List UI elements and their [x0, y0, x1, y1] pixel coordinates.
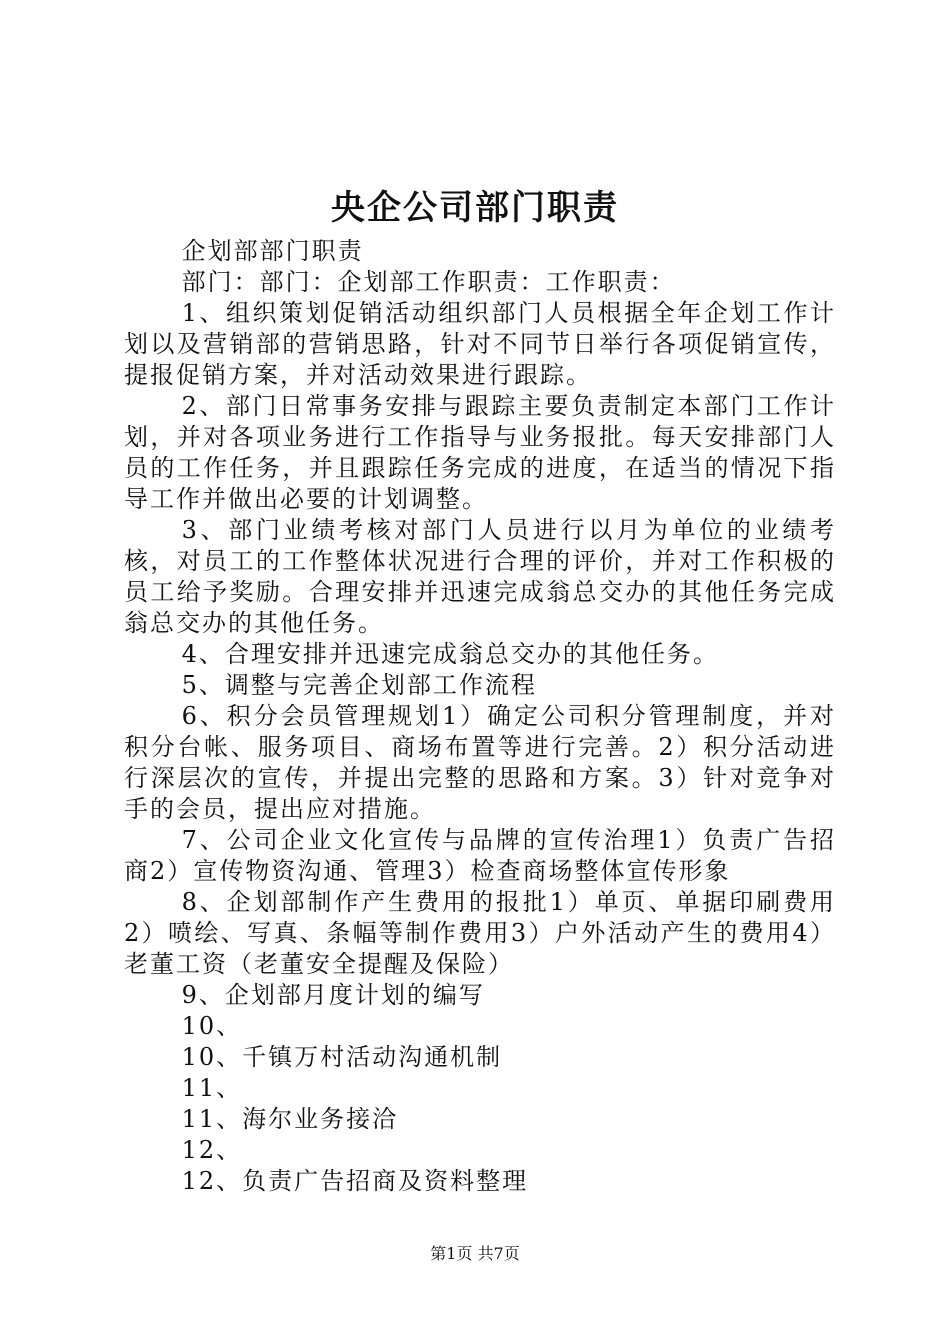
paragraph-item-11-stub: 11、	[181, 1074, 243, 1102]
paragraph-item-12: 12、负责广告招商及资料整理	[181, 1167, 529, 1195]
page-title: 央企公司部门职责	[331, 188, 619, 228]
paragraph-item-12-stub: 12、	[181, 1136, 243, 1164]
paragraph-item-5: 5、调整与完善企划部工作流程	[181, 671, 537, 699]
paragraph-department-line: 部门：部门：企划部工作职责：工作职责：	[181, 268, 676, 296]
paragraph-item-8: 8、企划部制作产生费用的报批1）单页、单据印刷费用2）喷绘、写真、条幅等制作费用3）户外活动产生的费用4）老董工资（老董安全提醒及保险）	[124, 888, 836, 978]
paragraph-item-7: 7、公司企业文化宣传与品牌的宣传治理1）负责广告招商2）宣传物资沟通、管理3）检查商场整体宣传形象	[124, 826, 836, 885]
paragraph-item-3: 3、部门业绩考核对部门人员进行以月为单位的业绩考核，对员工的工作整体状况进行合理的评价，并对工作积极的员工给予奖励。合理安排并迅速完成翁总交办的其他任务完成翁总交办的其他任务。	[124, 516, 836, 637]
paragraph-item-10: 10、千镇万村活动沟通机制	[181, 1043, 503, 1071]
paragraph-item-11: 11、海尔业务接洽	[181, 1105, 399, 1133]
paragraph-item-1: 1、组织策划促销活动组织部门人员根据全年企划工作计划以及营销部的营销思路，针对不同节日举行各项促销宣传，提报促销方案，并对活动效果进行跟踪。	[124, 299, 836, 389]
paragraph-item-4: 4、合理安排并迅速完成翁总交办的其他任务。	[181, 640, 719, 668]
paragraph-section-heading: 企划部部门职责	[181, 237, 364, 265]
document-body	[124, 236, 836, 1197]
paragraph-item-10-stub: 10、	[181, 1012, 243, 1040]
page-number-footer: 第1页 共7页	[430, 1244, 520, 1263]
paragraph-item-2: 2、部门日常事务安排与跟踪主要负责制定本部门工作计划，并对各项业务进行工作指导与业务报批。每天安排部门人员的工作任务，并且跟踪任务完成的进度，在适当的情况下指导工作并做出必要的计划调整。	[124, 392, 836, 513]
paragraph-item-9: 9、企划部月度计划的编写	[181, 981, 485, 1009]
paragraph-item-6: 6、积分会员管理规划1）确定公司积分管理制度，并对积分台帐、服务项目、商场布置等进行完善。2）积分活动进行深层次的宣传，并提出完整的思路和方案。3）针对竞争对手的会员，提出应对措施。	[124, 702, 836, 823]
